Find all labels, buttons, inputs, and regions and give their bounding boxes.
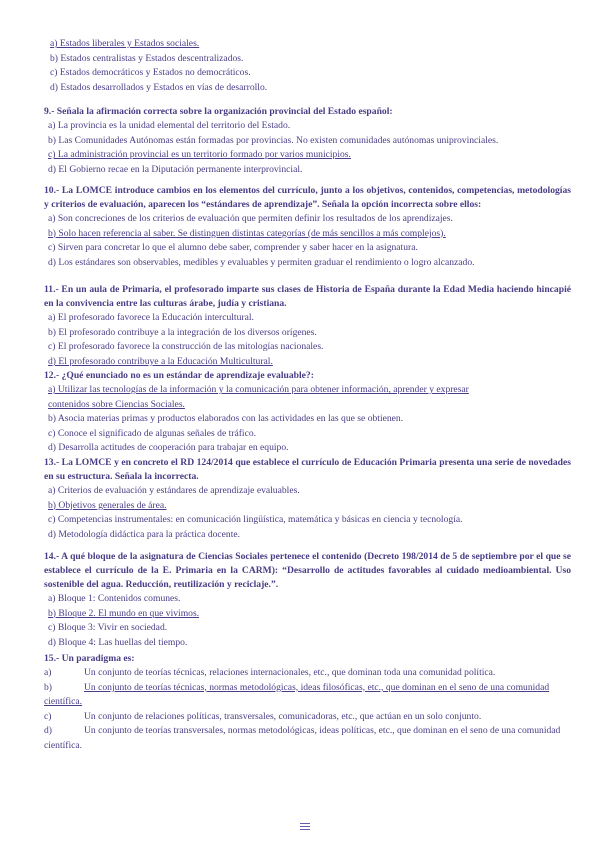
option-11b: b) El profesorado contribuye a la integración de los diversos orígenes. bbox=[48, 326, 317, 338]
question-10 bbox=[44, 184, 571, 270]
question-13-title: 13.- La LOMCE y en concreto el RD 124/2014 que establece el currículo de Educación Primaria presenta una serie de novedades en su estructura. Señala la incorrecta. bbox=[44, 457, 571, 482]
question-12 bbox=[44, 369, 571, 456]
option-15c-text: Un conjunto de relaciones políticas, transversales, comunicadoras, etc., que actúan en un solo conjunto. bbox=[84, 710, 482, 722]
question-9-title: 9.- Señala la afirmación correcta sobre la organización provincial del Estado español: bbox=[44, 106, 393, 117]
option-13a: a) Criterios de evaluación y estándares de aprendizaje evaluables. bbox=[48, 485, 300, 496]
option-14a: a) Bloque 1: Contenidos comunes. bbox=[48, 593, 181, 604]
option-15c bbox=[44, 710, 571, 725]
option-13b: b) Objetivos generales de área. bbox=[48, 499, 167, 511]
question-15 bbox=[44, 652, 571, 754]
option-15c-label: c) bbox=[44, 710, 52, 722]
option-8c: c) Estados democráticos y Estados no democráticos. bbox=[50, 67, 251, 79]
option-14c: c) Bloque 3: Vivir en sociedad. bbox=[48, 622, 168, 634]
option-8b: b) Estados centralistas y Estados descentralizados. bbox=[50, 52, 244, 64]
option-12d: d) Desarrolla actitudes de cooperación para trabajar en equipo. bbox=[48, 442, 289, 454]
option-15d bbox=[44, 724, 571, 753]
question-13 bbox=[44, 456, 571, 542]
option-13c: c) Competencias instrumentales: en comunicación lingüística, matemática y básicas en ciencia y tecnología. bbox=[48, 514, 463, 526]
question-12-title: 12.- ¿Qué enunciado no es un estándar de aprendizaje evaluable?: bbox=[44, 370, 314, 381]
option-11d: d) El profesorado contribuye a la Educación Multicultural. bbox=[48, 355, 273, 367]
option-15d-text: Un conjunto de teorías transversales, normas metodológicas, ideas políticas, etc., que dominan en el seno de una comunidad científica. bbox=[44, 725, 561, 751]
footer-lines-icon bbox=[300, 823, 310, 833]
option-10c: c) Sirven para concretar lo que el alumno debe saber, comprender y saber hacer en la asignatura. bbox=[48, 242, 418, 254]
option-10d: d) Los estándares son observables, medibles y evaluables y permiten graduar el rendimiento o logro alcanzado. bbox=[48, 256, 475, 268]
option-8a: a) Estados liberales y Estados sociales. bbox=[50, 38, 200, 49]
question-11-title: 11.- En un aula de Primaria, el profesorado imparte sus clases de Historia de España durante la Edad Media haciendo hincapié en la convivencia entre las culturas árabe, judía y cristiana. bbox=[44, 284, 571, 309]
option-15a-label: a) bbox=[44, 667, 52, 678]
option-9d: d) El Gobierno recae en la Diputación permanente interprovincial. bbox=[48, 163, 303, 175]
option-13d: d) Metodología didáctica para la práctica docente. bbox=[48, 528, 241, 540]
question-10-title: 10.- La LOMCE introduce cambios en los elementos del currículo, junto a los objetivos, contenidos, competencias, metodologías y criterios de evaluación, aparecen los “estándares de aprendizaje”. Señala la opción incorrecta sobre ellos: bbox=[44, 185, 571, 210]
question-11 bbox=[44, 283, 571, 369]
question-8-options bbox=[44, 37, 571, 95]
option-8d: d) Estados desarrollados y Estados en vías de desarrollo. bbox=[50, 81, 268, 93]
option-10a: a) Son concreciones de los criterios de evaluación que permiten definir los resultados de los aprendizajes. bbox=[48, 213, 453, 224]
option-12c: c) Conoce el significado de algunas señales de tráfico. bbox=[48, 427, 257, 439]
question-14-title: 14.- A qué bloque de la asignatura de Ciencias Sociales pertenece el contenido (Decreto 198/2014 de 5 de septiembre por el que se establece el currículo de la E. Primaria en la CARM): “Desarrollo de actitudes favorables al cuidado medioambiental. Uso sostenible del agua. Reducción, reutilización y reciclaje.”. bbox=[44, 551, 571, 590]
option-14b: b) Bloque 2. El mundo en que vivimos. bbox=[48, 607, 200, 619]
option-10b: b) Solo hacen referencia al saber. Se distinguen distintas categorías (de más sencillos a más complejos). bbox=[48, 227, 446, 239]
question-15-title: 15.- Un paradigma es: bbox=[44, 653, 135, 664]
option-9b: b) Las Comunidades Autónomas están formadas por provincias. No existen comunidades autónomas uniprovinciales. bbox=[48, 134, 499, 146]
option-15a bbox=[44, 666, 571, 681]
option-15d-label: d) bbox=[44, 725, 52, 737]
question-14 bbox=[44, 550, 571, 650]
question-9 bbox=[44, 105, 571, 177]
option-11c: c) El profesorado favorece la construcción de las mitologías nacionales. bbox=[48, 341, 324, 353]
option-12a: a) Utilizar las tecnologías de la información y la comunicación para obtener información, aprender y expresar bbox=[48, 384, 469, 395]
option-11a: a) El profesorado favorece la Educación intercultural. bbox=[48, 312, 254, 323]
option-12a-continued: contenidos sobre Ciencias Sociales. bbox=[48, 398, 185, 410]
option-9a: a) La provincia es la unidad elemental del territorio del Estado. bbox=[48, 120, 291, 131]
option-15b-text: Un conjunto de teorías técnicas, normas metodológicas, ideas filosóficas, etc., que dominan en el seno de una comunidad científica. bbox=[44, 681, 550, 708]
option-15b-label: b) bbox=[44, 681, 52, 693]
option-15b bbox=[44, 681, 571, 710]
option-12b: b) Asocia materias primas y productos elaborados con las actividades en las que se obtienen. bbox=[48, 413, 404, 425]
option-14d: d) Bloque 4: Las huellas del tiempo. bbox=[48, 636, 188, 648]
option-9c: c) La administración provincial es un territorio formado por varios municipios. bbox=[48, 149, 351, 161]
option-15a-text: Un conjunto de teorías técnicas, relaciones internacionales, etc., que dominan toda una comunidad política. bbox=[84, 667, 496, 678]
